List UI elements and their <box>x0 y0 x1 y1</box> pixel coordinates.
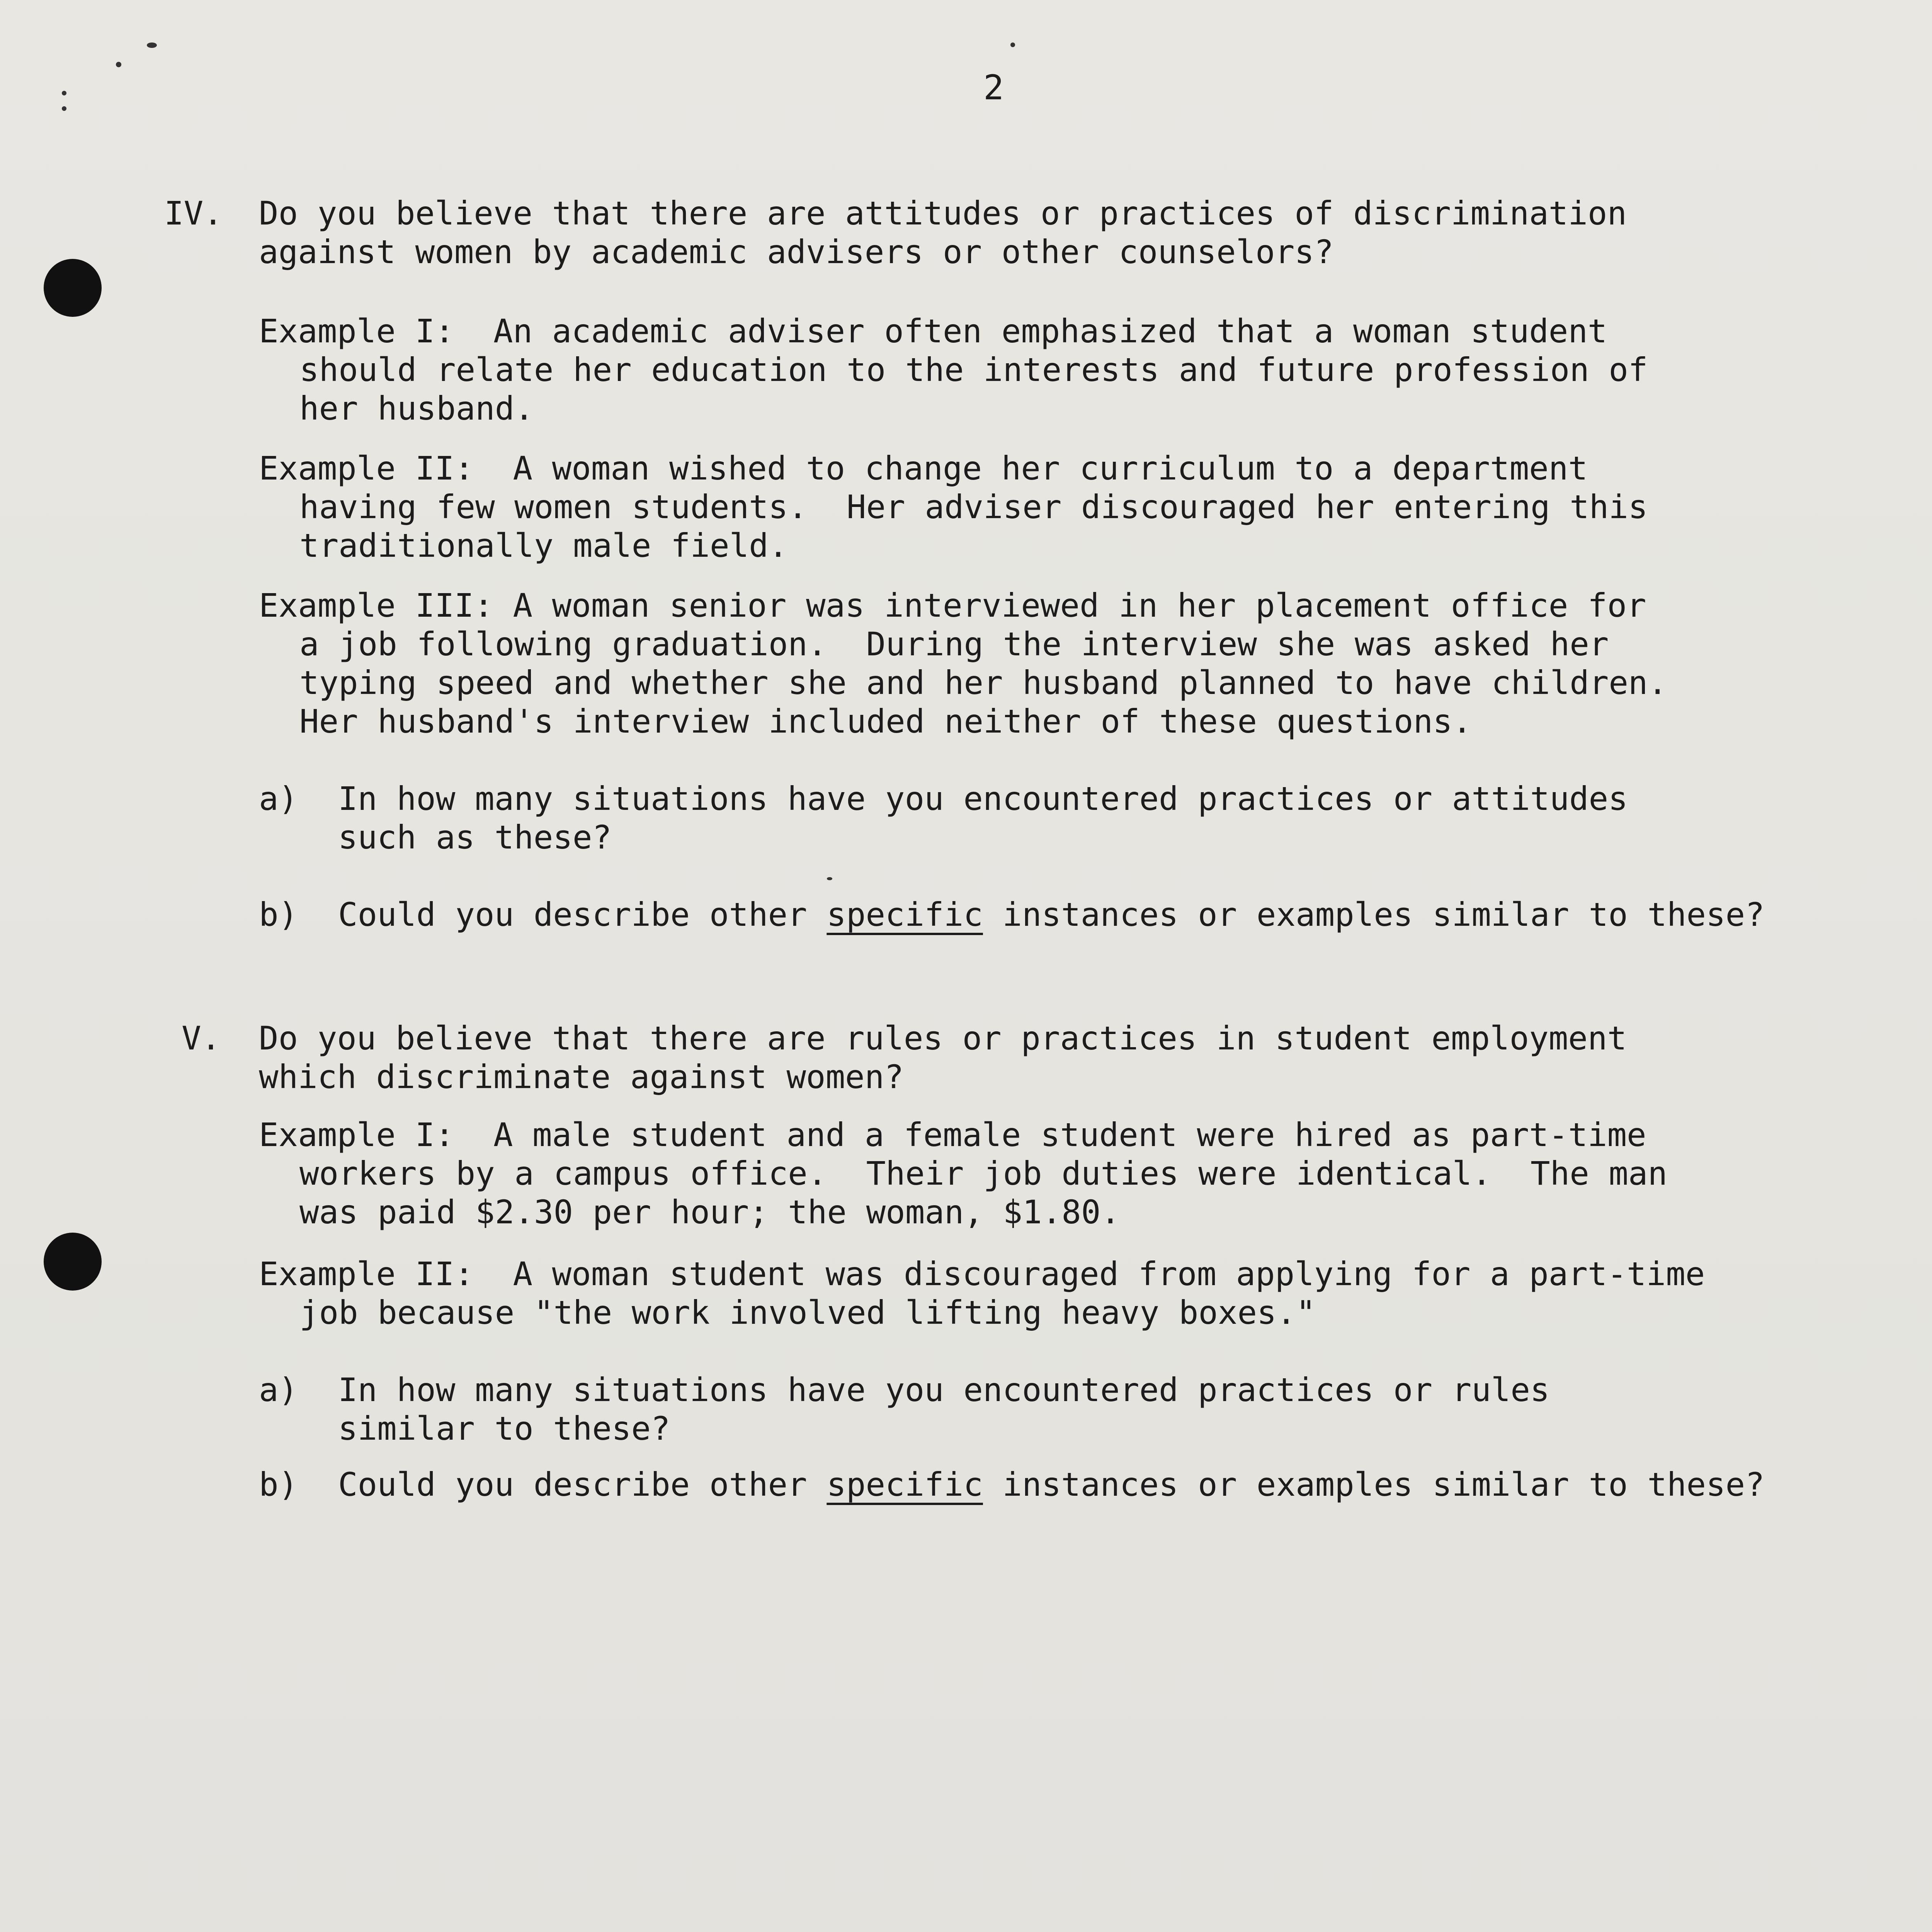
section-v-item-a-label: a) <box>259 1371 298 1409</box>
section-iv-example-2-line: traditionally male field. <box>299 527 788 565</box>
section-iv-example-1-line: her husband. <box>299 389 534 427</box>
section-iv-item-b-text <box>338 896 1765 934</box>
section-iv-example-3-line: Her husband's interview included neither of these questions. <box>299 702 1472 740</box>
binder-hole-top <box>44 259 102 317</box>
section-iv-item-a-line: In how many situations have you encountered practices or attitudes <box>338 780 1628 818</box>
section-iv-example-3-line: typing speed and whether she and her husband planned to have children. <box>299 664 1668 702</box>
speck-mark <box>116 62 121 67</box>
section-v-question-line: which discriminate against women? <box>259 1058 904 1096</box>
speck-mark <box>62 91 66 95</box>
section-iv-numeral: IV. <box>164 194 223 232</box>
section-v-example-1-line: workers by a campus office. Their job duties were identical. The man <box>299 1155 1668 1192</box>
section-v-question-line: Do you believe that there are rules or practices in student employment <box>259 1019 1627 1057</box>
item-b-text-end: instances or examples similar to these? <box>983 896 1765 934</box>
section-v-example-2-line: Example II: A woman student was discouraged from applying for a part-time <box>259 1255 1705 1293</box>
section-iv-item-a-label: a) <box>259 780 298 818</box>
section-v-item-a-line: In how many situations have you encountered practices or rules <box>338 1371 1550 1409</box>
section-iv-example-3-line: a job following graduation. During the interview she was asked her <box>299 625 1609 663</box>
section-v-example-1-line: Example I: A male student and a female student were hired as part-time <box>259 1116 1646 1154</box>
section-iv-example-1-line: Example I: An academic adviser often emphasized that a woman student <box>259 312 1607 350</box>
section-iv-item-a-line: such as these? <box>338 818 612 856</box>
section-iv-question-line: Do you believe that there are attitudes or practices of discrimination <box>259 194 1627 232</box>
page-number: 2 <box>983 68 1004 107</box>
speck-mark <box>62 106 66 111</box>
section-iv-question-line: against women by academic advisers or other counselors? <box>259 233 1334 271</box>
section-v-item-a-line: similar to these? <box>338 1410 670 1447</box>
section-iv-example-3-line: Example III: A woman senior was interviewed in her placement office for <box>259 587 1646 624</box>
underlined-word: specific <box>827 1466 983 1503</box>
item-b-text-start: Could you describe other <box>338 1466 827 1503</box>
speck-mark <box>827 877 832 880</box>
item-b-text-end: instances or examples similar to these? <box>983 1466 1765 1503</box>
binder-hole-middle <box>44 1233 102 1291</box>
section-v-numeral: V. <box>182 1019 221 1057</box>
item-b-text-start: Could you describe other <box>338 896 827 934</box>
section-v-item-b-text <box>338 1468 1765 1501</box>
section-v-example-2-line: job because "the work involved lifting heavy boxes." <box>299 1294 1316 1332</box>
section-iv-item-b-label: b) <box>259 896 298 934</box>
section-v-example-1-line: was paid $2.30 per hour; the woman, $1.80. <box>299 1193 1121 1231</box>
section-iv-example-2-line: Example II: A woman wished to change her curriculum to a department <box>259 449 1588 487</box>
speck-mark <box>147 43 157 48</box>
section-iv-example-1-line: should relate her education to the interests and future profession of <box>299 351 1648 389</box>
speck-mark <box>1010 43 1015 47</box>
underlined-word: specific <box>827 896 983 934</box>
section-v-item-b-label: b) <box>259 1466 298 1503</box>
section-iv-example-2-line: having few women students. Her adviser discouraged her entering this <box>299 488 1648 526</box>
